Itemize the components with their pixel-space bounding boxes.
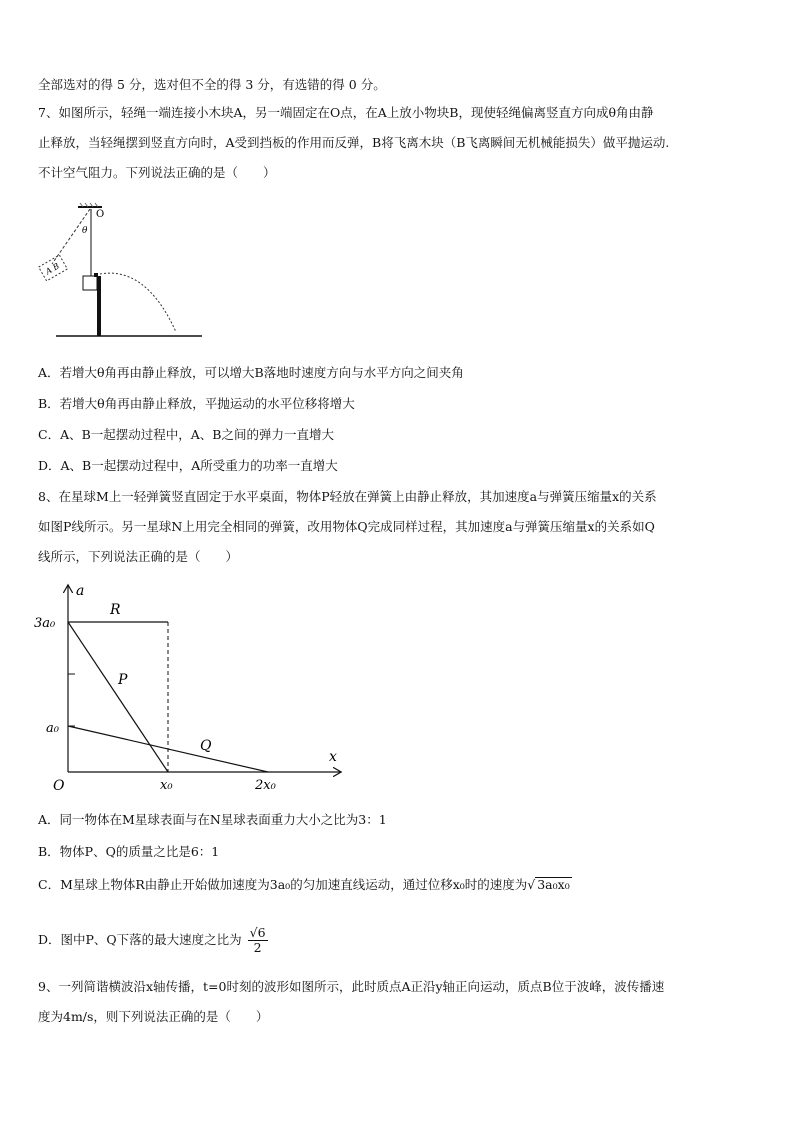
displaced-string <box>52 209 90 264</box>
x-axis-label: x <box>329 749 337 765</box>
label-Q: Q <box>200 738 212 754</box>
x-tick-x0: x₀ <box>160 778 173 793</box>
fraction-numerator: √6 <box>249 925 266 940</box>
intro-line: 全部选对的得 5 分，选对但不全的得 3 分，有选错的得 0 分。 <box>38 77 386 92</box>
y-axis-label: a <box>76 583 85 599</box>
angle-theta-label: θ <box>82 226 88 236</box>
q8-option-c-sqrt: 3a₀x₀ <box>537 877 570 892</box>
q7-line-1: 7、如图所示，轻绳一端连接小木块A，另一端固定在O点，在A上放小物块B，现使轻绳偏离竖直方向成θ角由静 <box>38 105 654 120</box>
q8-option-d-text: D．图中P、Q下落的最大速度之比为 <box>38 932 242 947</box>
label-P: P <box>118 672 128 688</box>
q7-line-3: 不计空气阻力。下列说法正确的是（ ） <box>38 165 276 180</box>
q8-graph-figure <box>30 580 360 795</box>
trajectory <box>100 273 176 332</box>
pivot-label-O: O <box>96 209 105 220</box>
q8-option-d-fraction <box>248 926 268 955</box>
q7-line-2: 止释放，当轻绳摆到竖直方向时，A受到挡板的作用而反弹，B将飞离木块（B飞离瞬间无机械能损失）做平抛运动. <box>38 135 670 150</box>
q8-option-c-text: C．M星球上物体R由静止开始做加速度为3a₀的匀加速直线运动，通过位移x₀时的速度为 <box>38 877 528 892</box>
fraction-denominator: 2 <box>253 940 262 955</box>
y-tick-a0: a₀ <box>46 721 59 736</box>
q7-pendulum-figure <box>36 200 206 342</box>
q9-line-2: 度为4m/s，则下列说法正确的是（ ） <box>38 1009 269 1024</box>
x-tick-2x0: 2x₀ <box>255 778 276 793</box>
q8-line-3: 线所示，下列说法正确的是（ ） <box>38 549 239 564</box>
q8-line-2: 如图P线所示。另一星球N上用完全相同的弹簧，改用物体Q完成同样过程，其加速度a与弹簧压缩量x的关系如Q <box>38 519 655 534</box>
q8-option-d[interactable] <box>38 926 268 955</box>
line-P <box>68 622 168 772</box>
q7-option-a[interactable]: A．若增大θ角再由静止释放，可以增大B落地时速度方向与水平方向之间夹角 <box>38 365 464 380</box>
q8-option-a[interactable]: A．同一物体在M星球表面与在N星球表面重力大小之比为3：1 <box>38 812 387 827</box>
q7-option-b[interactable]: B．若增大θ角再由静止释放，平抛运动的水平位移将增大 <box>38 396 355 411</box>
q9-line-1: 9、一列简谐横波沿x轴传播，t=0时刻的波形如图所示，此时质点A正沿y轴正向运动，质点B位于波峰，波传播速 <box>38 979 665 994</box>
q7-option-d[interactable]: D．A、B一起摆动过程中，A所受重力的功率一直增大 <box>38 458 338 473</box>
q7-option-c[interactable]: C．A、B一起摆动过程中，A、B之间的弹力一直增大 <box>38 427 334 442</box>
q8-option-b[interactable]: B．物体P、Q的质量之比是6：1 <box>38 844 220 859</box>
origin-label: O <box>53 778 65 794</box>
q8-line-1: 8、在星球M上一轻弹簧竖直固定于水平桌面，物体P轻放在弹簧上由静止释放，其加速度a与弹簧压缩量x的关系 <box>38 489 657 504</box>
displaced-block-label: A B <box>44 261 61 277</box>
q8-option-c[interactable] <box>38 876 572 894</box>
barrier-post <box>97 276 101 336</box>
sqrt-symbol: √ <box>527 877 536 892</box>
y-tick-3a0: 3a₀ <box>34 616 56 631</box>
block-A <box>83 276 97 290</box>
label-R: R <box>110 602 121 618</box>
